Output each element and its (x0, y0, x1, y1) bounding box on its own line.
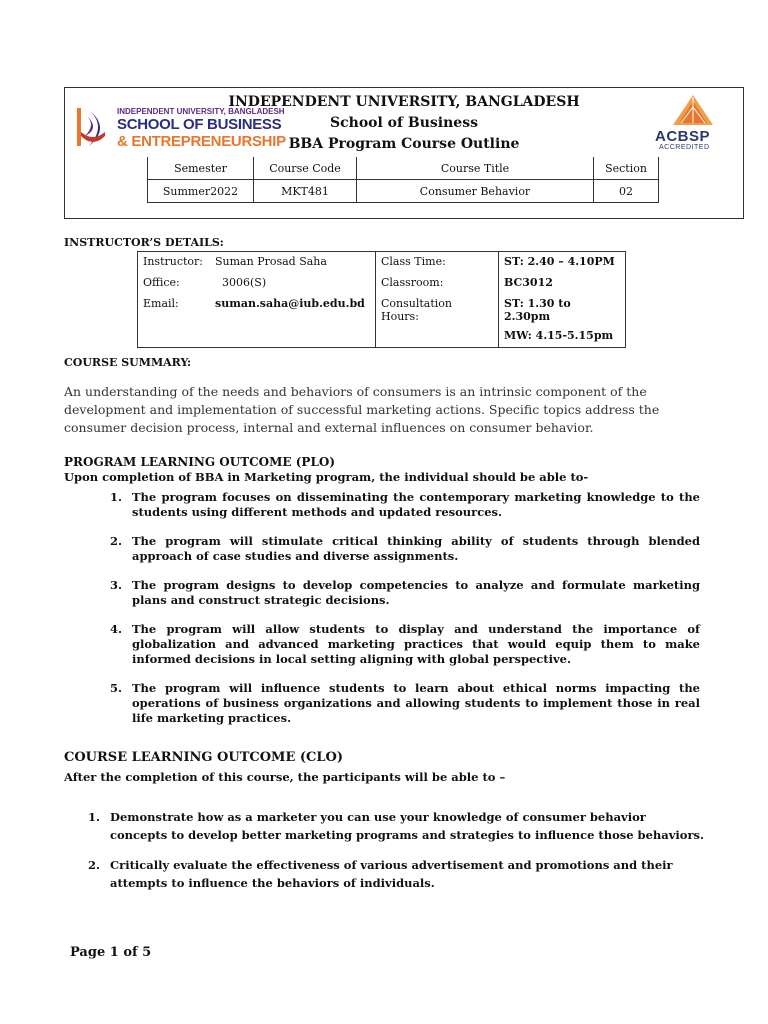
course-summary-heading: COURSE SUMMARY: (64, 356, 192, 369)
outline-title: BBA Program Course Outline (288, 136, 520, 152)
list-number: 2. (88, 858, 101, 872)
instructor-heading: INSTRUCTOR’S DETAILS: (64, 236, 224, 249)
list-text: The program will stimulate critical thinking ability of students through blended approach of case studies and diverse assignments. (132, 534, 700, 563)
list-text: The program focuses on disseminating the contemporary marketing knowledge to the students using different methods and updated resources. (132, 490, 700, 519)
acbsp-logo (651, 93, 735, 155)
course-code-header: Course Code (254, 157, 357, 180)
course-info-header-row (148, 157, 659, 180)
clo-subheading: After the completion of this course, the participants will be able to – (64, 770, 506, 784)
email-row (138, 294, 626, 326)
office-value: 3006(S) (210, 273, 376, 294)
list-item (64, 534, 700, 564)
list-text: The program will allow students to display and understand the importance of globalization and advanced marketing practices that would equip them to make informed decisions in local setting aligning with global perspective. (132, 622, 700, 666)
page-of: of (123, 945, 138, 960)
consultation-value-st: ST: 1.30 to 2.30pm (504, 297, 571, 323)
office-row (138, 273, 626, 294)
classroom-label: Classroom: (376, 273, 499, 294)
list-item (64, 856, 704, 892)
page-total: 5 (142, 945, 152, 960)
course-info-row (148, 180, 659, 203)
list-item (64, 490, 700, 520)
course-title-value: Consumer Behavior (357, 180, 594, 203)
list-item (64, 681, 700, 726)
page-current: 1 (109, 945, 119, 960)
page-footer (70, 945, 151, 960)
course-title-header: Course Title (357, 157, 594, 180)
list-item (64, 808, 704, 844)
clo-heading: COURSE LEARNING OUTCOME (CLO) (64, 750, 343, 765)
section-header: Section (594, 157, 659, 180)
list-number: 1. (88, 810, 101, 824)
section-value: 02 (594, 180, 659, 203)
list-number: 2. (110, 534, 123, 548)
semester-value: Summer2022 (148, 180, 254, 203)
acbsp-logo-mark-icon (651, 93, 735, 129)
list-number: 5. (110, 681, 123, 695)
empty-cell (210, 326, 376, 348)
instructor-row (138, 252, 626, 274)
email-label: Email: (143, 297, 179, 310)
consultation-label: Consultation Hours: (376, 294, 499, 326)
list-text: The program designs to develop competencies to analyze and formulate marketing plans and construct strategic decisions. (132, 578, 700, 607)
clo-list (64, 808, 704, 904)
header-titles (65, 92, 743, 155)
list-text: Critically evaluate the effectiveness of various advertisement and promotions and their attempts to influence the behaviors of individuals. (110, 858, 673, 890)
email-value[interactable]: suman.saha@iub.edu.bd (210, 294, 376, 326)
list-number: 3. (110, 578, 123, 592)
logo-entrepreneurship-text: & ENTREPRENEURSHIP (117, 133, 286, 150)
semester-header: Semester (148, 157, 254, 180)
list-number: 1. (110, 490, 123, 504)
plo-heading: PROGRAM LEARNING OUTCOME (PLO) (64, 455, 336, 469)
empty-cell (376, 326, 499, 348)
class-time-label: Class Time: (376, 252, 499, 274)
course-code-value: MKT481 (254, 180, 357, 203)
list-text: The program will influence students to learn about ethical norms impacting the operations of business organizations and allowing students to implement those in real life marketing practices. (132, 681, 700, 725)
plo-list (64, 490, 700, 740)
page-label: Page (70, 945, 106, 960)
school-name: School of Business (330, 115, 478, 131)
university-name: INDEPENDENT UNIVERSITY, BANGLADESH (228, 94, 580, 110)
consultation-row-2 (138, 326, 626, 348)
plo-subheading: Upon completion of BBA in Marketing program, the individual should be able to- (64, 470, 589, 484)
classroom-value: BC3012 (504, 276, 553, 289)
consultation-value-mw: MW: 4.15-5.15pm (504, 329, 614, 342)
acbsp-text: ACBSP (655, 128, 711, 145)
instructor-label: Instructor: (143, 255, 204, 268)
office-label: Office: (143, 276, 180, 289)
logo-university-text: INDEPENDENT UNIVERSITY, BANGLADESH (117, 107, 285, 116)
document-header (64, 87, 744, 219)
accredited-text: ACCREDITED (659, 144, 710, 151)
empty-cell (138, 326, 211, 348)
list-item (64, 622, 700, 667)
list-text: Demonstrate how as a marketer you can use your knowledge of consumer behavior concepts to develop better marketing programs and strategies to influence those behaviors. (110, 810, 704, 842)
list-item (64, 578, 700, 608)
list-number: 4. (110, 622, 123, 636)
logo-school-text: SCHOOL OF BUSINESS (117, 116, 282, 133)
class-time-value: ST: 2.40 – 4.10PM (504, 255, 615, 268)
course-info-table (147, 157, 659, 203)
course-summary-text: An understanding of the needs and behaviors of consumers is an intrinsic component of the development and implementation of successful marketing actions. Specific topics address the consumer decision process, internal and external influences on consumer behavior. (64, 384, 660, 435)
instructor-name: Suman Prosad Saha (210, 252, 376, 274)
instructor-table (137, 251, 626, 348)
